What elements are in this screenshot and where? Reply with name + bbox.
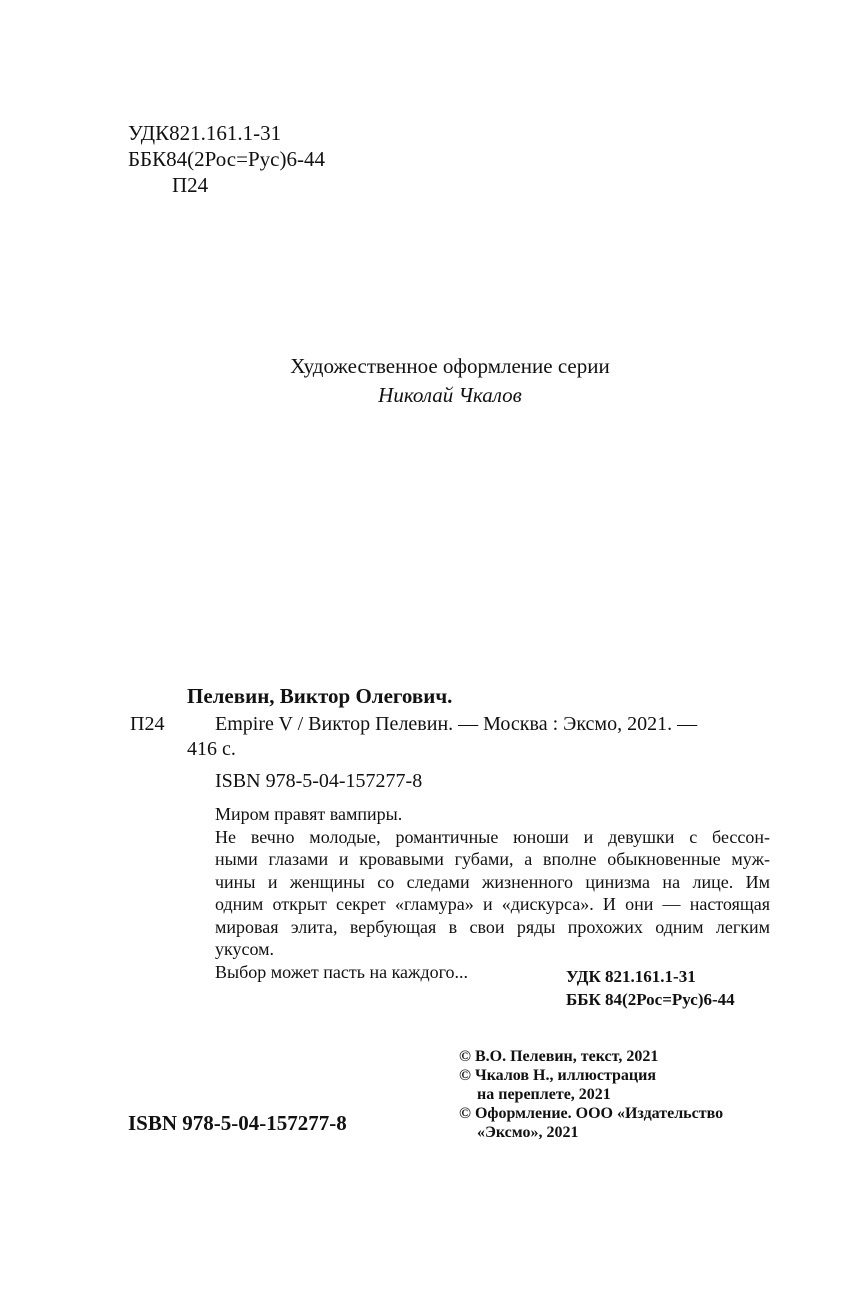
annotation-line: укусом. <box>215 939 275 959</box>
annotation-line: чины и женщины со следами жизненного цинизма на лице. Им <box>215 871 770 892</box>
udk-code: УДК821.161.1-31 <box>128 121 282 145</box>
isbn-bottom: ISBN 978-5-04-157277-8 <box>128 1111 347 1135</box>
bbk-code: ББК84(2Рос=Рус)6-44 <box>128 147 325 171</box>
annotation-line: одним открыт секрет «гламура» и «дискурса». И они — настоящая <box>215 894 770 914</box>
annotation-line: мировая элита, вербующая в свои ряды прохожих одним легким <box>215 916 770 937</box>
copyright-design-cont: «Эксмо», 2021 <box>477 1124 579 1141</box>
record-author-sign: П24 <box>130 713 165 735</box>
annotation-line: Выбор может пасть на каждого... <box>215 961 469 982</box>
annotation-line: Не вечно молодые, романтичные юноши и девушки с бессон- <box>215 826 770 847</box>
copyright-text: © В.О. Пелевин, текст, 2021 <box>459 1048 659 1065</box>
record-pages: 416 с. <box>187 738 236 760</box>
annotation <box>215 803 770 983</box>
record-title-line: Empire V / Виктор Пелевин. — Москва : Эксмо, 2021. — <box>215 713 698 735</box>
author-heading: Пелевин, Виктор Олегович. <box>187 684 453 708</box>
bbk-code-bottom: ББК 84(2Рос=Рус)6-44 <box>566 990 735 1009</box>
copyright-design: © Оформление. ООО «Издательство <box>459 1105 724 1122</box>
annotation-line: Миром правят вампиры. <box>215 804 403 824</box>
series-credit-name: Николай Чкалов <box>378 383 522 407</box>
copyright-illustration: © Чкалов Н., иллюстрация <box>459 1067 657 1084</box>
author-sign: П24 <box>172 173 209 197</box>
series-credit-label: Художественное оформление серии <box>290 354 610 378</box>
annotation-line: ными глазами и кровавыми губами, а вполне обыкновенные муж- <box>215 849 770 869</box>
record-isbn: ISBN 978-5-04-157277-8 <box>215 770 423 792</box>
udk-code-bottom: УДК 821.161.1-31 <box>566 967 696 986</box>
copyright-illustration-cont: на переплете, 2021 <box>477 1086 611 1103</box>
